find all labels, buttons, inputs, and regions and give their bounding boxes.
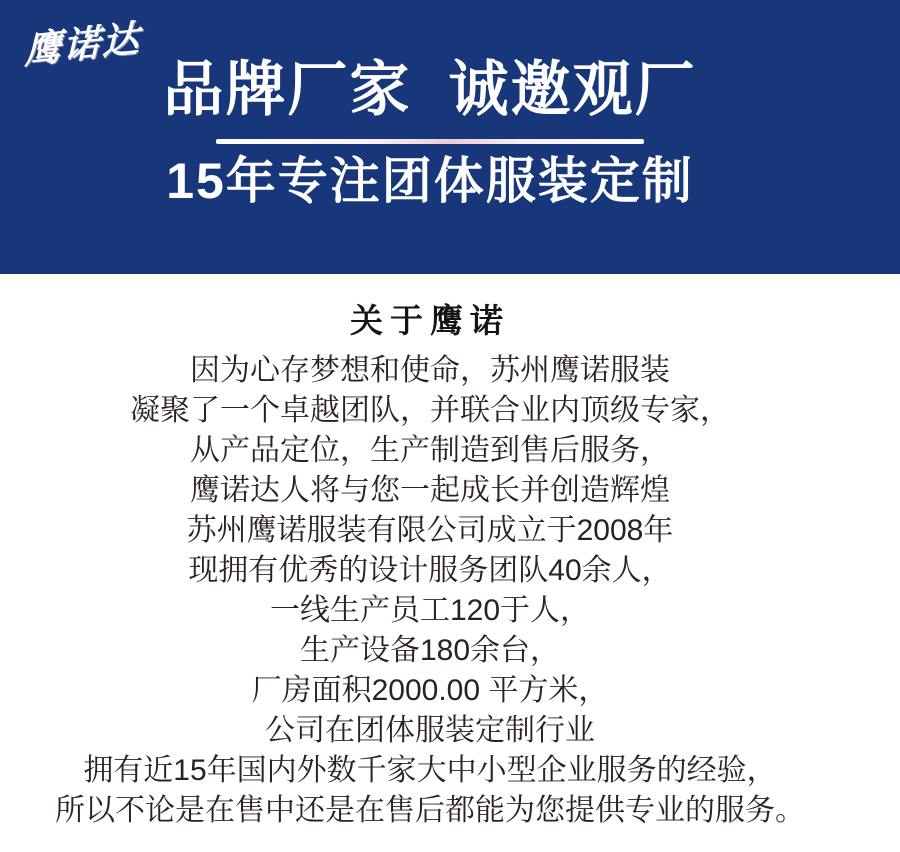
about-line: 现拥有优秀的设计服务团队40余人， bbox=[188, 554, 672, 587]
about-line: 苏州鹰诺服装有限公司成立于2008年 bbox=[186, 514, 674, 547]
brand-logo-text: 鹰诺达 bbox=[24, 17, 141, 72]
hero-banner bbox=[0, 0, 900, 274]
about-section bbox=[0, 274, 900, 831]
about-line: 一线生产员工120于人， bbox=[269, 594, 591, 627]
about-line: 拥有近15年国内外数千家大中小型企业服务的经验， bbox=[83, 754, 777, 787]
hero-headline: 品牌厂家 诚邀观厂 bbox=[163, 56, 697, 123]
about-line: 厂房面积2000.00 平方米， bbox=[251, 674, 609, 707]
about-line: 因为心存梦想和使命，苏州鹰诺服装 bbox=[190, 354, 670, 387]
headline-divider bbox=[216, 139, 644, 144]
about-line: 凝聚了一个卓越团队，并联合业内顶级专家， bbox=[130, 394, 730, 427]
about-line: 公司在团体服装定制行业 bbox=[265, 714, 595, 747]
about-text bbox=[0, 351, 860, 831]
about-line: 鹰诺达人将与您一起成长并创造辉煌 bbox=[190, 474, 670, 507]
about-line: 从产品定位，生产制造到售后服务， bbox=[190, 434, 670, 467]
about-title: 关于鹰诺 bbox=[350, 302, 510, 339]
about-line: 生产设备180余台， bbox=[299, 634, 561, 667]
hero-subheadline: 15年专注团体服装定制 bbox=[166, 153, 694, 209]
about-line: 所以不论是在售中还是在售后都能为您提供专业的服务。 bbox=[55, 794, 805, 827]
